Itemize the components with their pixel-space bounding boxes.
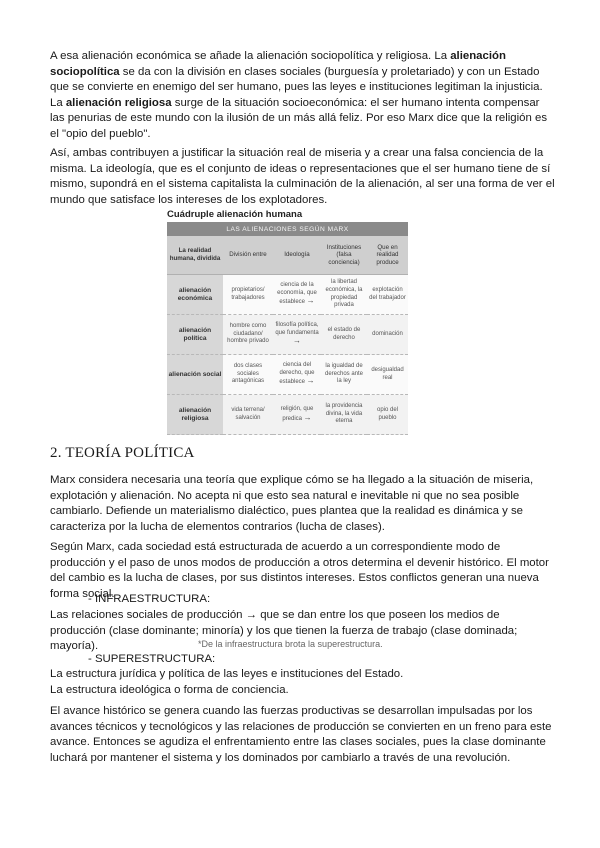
table-row xyxy=(167,275,408,315)
figure-alienaciones xyxy=(167,208,408,435)
table-header: Instituciones (falsa conciencia) xyxy=(321,236,367,275)
table-header: Que en realidad produce xyxy=(367,236,408,275)
row-label: alienación económica xyxy=(167,275,223,315)
paragraph-teoria-politica: Marx considera necesaria una teoría que explique cómo se ha llegado a la situación de miseria, explotación y alienación. No acepta ni que esto sea natural e inevitable ni que no sea posible cambiarlo. Defiende un materialismo dialéctico, pues plantea que la realidad es dinámica y se caracteriza por la lucha de elementos contrarios (lucha de clases). xyxy=(50,474,534,533)
table-cell: vida terrena/ salvación xyxy=(223,395,273,435)
row-label: alienación social xyxy=(167,355,223,395)
table-cell: la providencia divina, la vida eterna xyxy=(321,395,367,435)
arrow-icon: → xyxy=(303,412,312,422)
cell-text: filosofía política, que fundamenta xyxy=(275,322,319,336)
table-cell: el estado de derecho xyxy=(321,315,367,355)
paragraph-alienacion-sociopolitica xyxy=(50,49,556,143)
table-header: Ideología xyxy=(273,236,321,275)
bold-term-sociopolitica: alienación sociopolítica xyxy=(50,50,506,78)
table-cell: opio del pueblo xyxy=(367,395,408,435)
table-banner: LAS ALIENACIONES SEGÚN MARX xyxy=(167,222,408,236)
cell-text: religión, que predica xyxy=(280,405,314,422)
paragraph-ideologia: Así, ambas contribuyen a justificar la situación real de miseria y a crear una falsa conciencia de la misma. La ideología, que es el conjunto de ideas o representaciones que el ser humano tiene de sí mismo, supondrá en el sistema capitalista la culminación de la alienación, al ser una forma de ver el mundo que satisface los intereses de los explotadores. xyxy=(50,147,555,206)
table-cell xyxy=(273,355,321,395)
cell-text: ciencia del derecho, que establece xyxy=(279,362,315,386)
arrow-icon: → xyxy=(293,336,301,346)
table-cell: explotación del trabajador xyxy=(367,275,408,315)
table-row xyxy=(167,395,408,435)
table-row xyxy=(167,355,408,395)
bold-term-religiosa: alienación religiosa xyxy=(65,96,172,109)
row-label: alienación política xyxy=(167,315,223,355)
arrow-icon: → xyxy=(306,376,315,386)
table-cell: propietarios/ trabajadores xyxy=(223,275,273,315)
table-cell: desigualdad real xyxy=(367,355,408,395)
paragraph-modo-produccion: Según Marx, cada sociedad está estructurada de acuerdo a un correspondiente modo de producción y el paso de unos modos de producción a otros determina el devenir histórico. El motor del cambio es la lucha de clases, por sus distintos intereses. Estos conflictos generan una nueva forma social. xyxy=(50,541,549,600)
paragraph-text: se da con la división en clases sociales (burguesía y proletariado) y con un Estado que se convierte en enemigo del ser humano, pues las leyes e instituciones legitiman la injusticia. La xyxy=(50,65,543,109)
infraestructura-text: Las relaciones sociales de producción → que se dan entre los que poseen los medios de producción (clase dominante; minoría) y los que tienen la fuerza de trabajo (clase dominada; mayoría). xyxy=(50,609,518,653)
table-cell xyxy=(273,315,321,355)
figure-title: Cuádruple alienación humana xyxy=(167,209,303,220)
table-cell: la igualdad de derechos ante la ley xyxy=(321,355,367,395)
paragraph-text: surge de la situación socioeconómica: el ser humano intenta compensar las penurias de este mundo con la ilusión de un más allá feliz. Por eso Marx dice que la religión es el "opio del pueblo". xyxy=(50,96,548,140)
paragraph-avance-historico: El avance histórico se genera cuando las fuerzas productivas se desarrollan impulsadas por los avances técnicos y tecnológicos y las relaciones de producción se convierten en un freno para este avance. Entonces se agudiza el enfrentamiento entre las clases sociales, pues la clase dominante luchará por mantener el sistema y los dominados por cambiarlo a través de una revolución. xyxy=(50,705,552,764)
table-cell: la libertad económica, la propiedad privada xyxy=(321,275,367,315)
alienation-table xyxy=(167,222,408,435)
table-row xyxy=(167,315,408,355)
table-cell: dos clases sociales antagónicas xyxy=(223,355,273,395)
cell-text: ciencia de la economía, que establece xyxy=(277,282,317,306)
table-cell xyxy=(273,395,321,435)
paragraph-text: A esa alienación económica se añade la alienación sociopolítica y religiosa. La xyxy=(50,50,451,62)
superestructura-label: - SUPERESTRUCTURA: xyxy=(88,653,216,665)
superestructura-line: La estructura ideológica o forma de conciencia. xyxy=(50,684,289,696)
table-header: La realidad humana, dividida xyxy=(167,236,223,275)
infraestructura-label: - INFRAESTRUCTURA: xyxy=(88,593,211,605)
row-label: alienación religiosa xyxy=(167,395,223,435)
section-heading: 2. TEORÍA POLÍTICA xyxy=(50,445,195,461)
superestructura-line: La estructura jurídica y política de las leyes e instituciones del Estado. xyxy=(50,668,404,680)
infraestructura-note: *De la infraestructura brota la superestructura. xyxy=(198,639,383,649)
table-header: División entre xyxy=(223,236,273,275)
table-cell xyxy=(273,275,321,315)
arrow-icon: → xyxy=(306,296,315,306)
table-cell: dominación xyxy=(367,315,408,355)
table-cell: hombre como ciudadano/ hombre privado xyxy=(223,315,273,355)
